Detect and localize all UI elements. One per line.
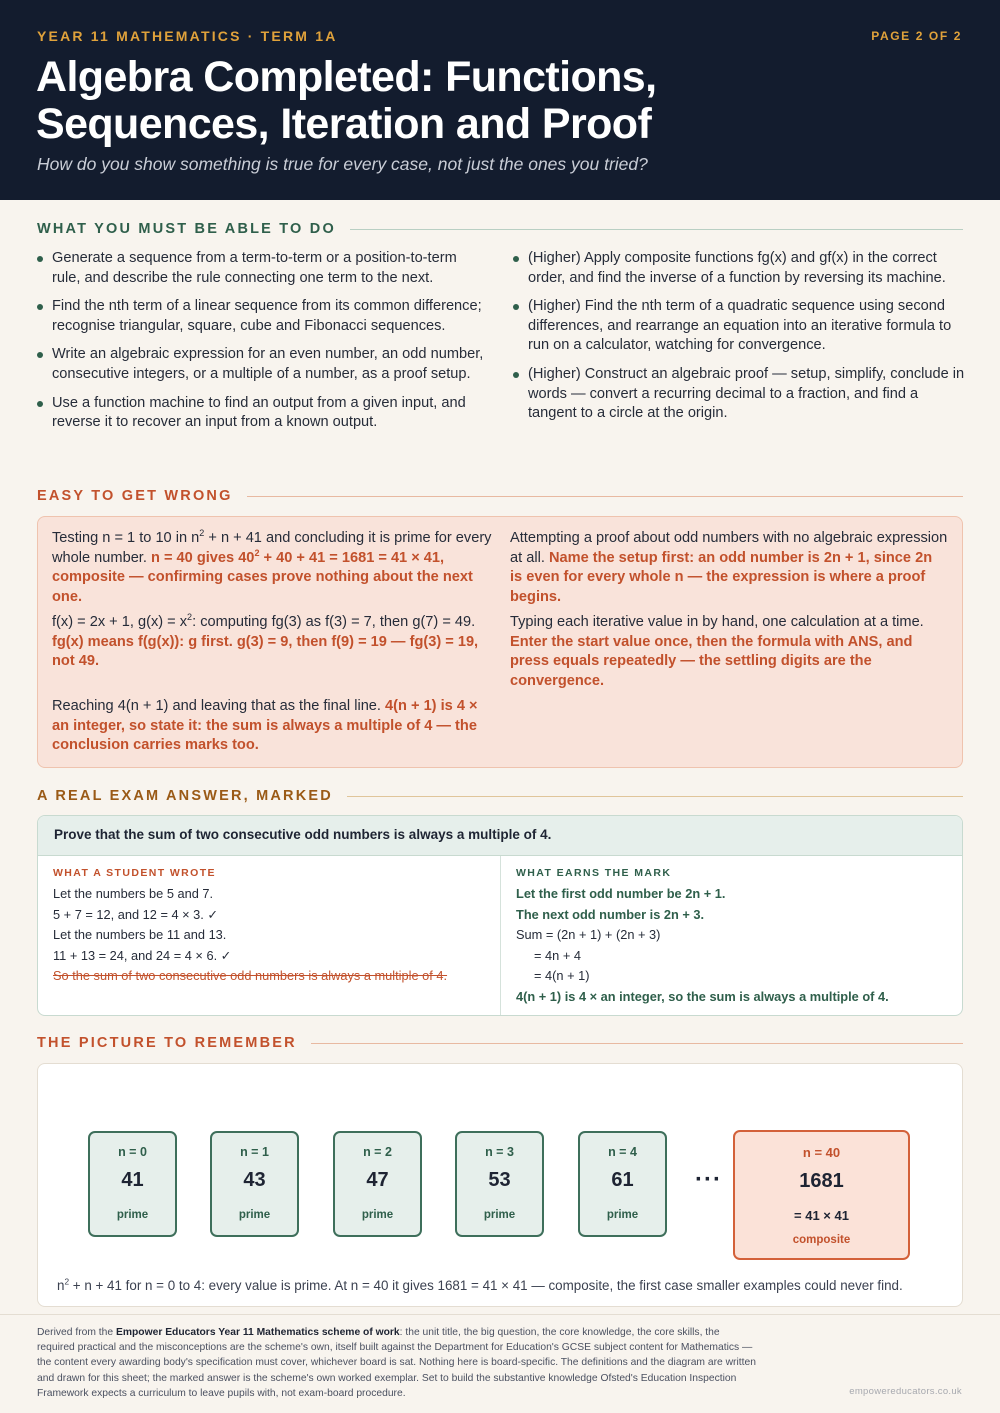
footer-note: Derived from the Empower Educators Year 11 Mathematics scheme of work: the unit title, the big question, the core knowledge, the core skills, the required practical and the misconceptions are the scheme's own, itself built against the Department for Education's GCSE subject content for Mathematics — the content every awarding body's specification must cover, whichever board is sat. Nothing here is board-specific. The definitions and the diagram are written and drawn for this sheet; the marked answer is the scheme's own worked exemplar. Set to build the substantive knowledge Ofsted's Education Inspection Framework expects a curriculum to leave pupils with, not exam-board procedure. [37,1327,756,1399]
student-answer [38,856,501,1015]
correction: fg(x) means f(g(x)): g first. g(3) = 9, then f(9) = 19 — fg(3) = 19, not 49. [52,633,479,669]
picture-box [37,1063,963,1307]
mark-line: 4(n + 1) is 4 × an integer, so the sum is always a multiple of 4. [516,988,889,1004]
page-title [36,54,796,148]
course-kicker: YEAR 11 MATHEMATICS · TERM 1A [37,28,338,44]
value-card-n0: n = 0 41 prime [88,1131,177,1237]
section-heading-wrong: EASY TO GET WRONG [37,486,963,506]
mark-line: The next odd number is 2n + 3. [516,906,705,922]
misconception-5: Typing each iterative value in by hand, one calculation at a time. Enter the start value once, then the formula with ANS, and press equals repeatedly — the settling digits are the convergence. [510,614,924,689]
misconception-3: Reaching 4(n + 1) and leaving that as the final line. 4(n + 1) is 4 × an integer, so state it: the sum is always a multiple of 4 — the conclusion carries marks too. [52,698,478,753]
exam-question: Prove that the sum of two consecutive odd numbers is always a multiple of 4. [38,816,962,856]
objectives-right [513,249,965,433]
value-card-n3: n = 3 53 prime [455,1131,544,1237]
value-card-n40: n = 40 1681 = 41 × 41 composite [733,1130,910,1260]
objective-item: (Higher) Construct an algebraic proof — setup, simplify, conclude in words — convert a recurring decimal to a fraction, and find a tangent to a circle at the origin. [513,365,965,424]
ellipsis: ··· [695,1166,722,1193]
struck-conclusion: So the sum of two consecutive odd numbers is always a multiple of 4. [53,968,448,983]
page-header [0,0,1000,200]
mark-line: Let the first odd number be 2n + 1. [516,886,726,901]
mark-line: Sum = (2n + 1) + (2n + 3) [516,927,661,942]
objective-item: Use a function machine to find an output from a given input, and reverse it to recover an input from a known output. [37,394,487,433]
misconceptions-box [37,516,963,768]
big-question: How do you show something is true for every case, not just the ones you tried? [37,154,648,174]
student-label: WHAT A STUDENT WROTE [53,867,216,879]
misconception-2: f(x) = 2x + 1, $g(x) = x^2$: computing fg(3) as f(3) = 7, then g(7) = 49. fg(x) means f(g(x)): g first. g(3) = 9, then f(9) = 19 — fg(3) = 19, not 49. [52,612,479,669]
footer-divider [0,1314,1000,1315]
correction: Name the setup first: an odd number is 2n + 1, since 2n is even for every whole n — the expression is where a proof begins. [510,549,933,605]
student-line: 5 + 7 = 12, and 12 = 4 × 3. ✓ [53,906,219,922]
value-card-n2: n = 2 47 prime [333,1131,422,1237]
correction: Enter the start value once, then the formula with ANS, and press equals repeatedly — the settling digits are the convergence. [510,633,913,689]
mark-scheme [501,856,963,1015]
section-heading-must: WHAT YOU MUST BE ABLE TO DO [37,219,963,239]
mark-line: = 4(n + 1) [534,968,590,983]
mark-line: = 4n + 4 [534,947,581,963]
mark-label: WHAT EARNS THE MARK [516,867,672,879]
objective-item: Write an algebraic expression for an even number, an odd number, consecutive integers, or a multiple of a number, as a proof setup. [37,345,487,384]
correction: 4(n + 1) is 4 × an integer, so state it: the sum is always a multiple of 4 — the conclusion carries marks too. [52,698,478,753]
title-line-1: Algebra Completed: Functions, [36,53,657,101]
misconception-1: Testing n = 1 to 10 in $n^2 + n + 41$ and concluding it is prime for every whole number. n = 40 gives $40^2 + 40 + 41 = 1681 = 41 \times 41$, composite — confirming cases prove nothing about the next one. [52,528,492,605]
picture-caption: $n^2 + n + 41$ for n = 0 to 4: every value is prime. At n = 40 it gives 1681 = 41 × 41 — composite, the first case smaller examples could never find. [57,1276,903,1293]
objectives-left [37,249,487,442]
section-rule [311,1043,963,1044]
student-line: Let the numbers be 11 and 13. [53,927,227,942]
site-url[interactable]: empowereducators.co.uk [849,1386,962,1397]
objective-item: (Higher) Find the nth term of a quadratic sequence using second differences, and rearrange an equation into an iterative formula to run on a calculator, watching for convergence. [513,297,965,356]
page-number: PAGE 2 OF 2 [871,29,962,43]
student-line: 11 + 13 = 24, and 24 = 4 × 6. ✓ [53,947,232,963]
value-card-n4: n = 4 61 prime [578,1131,667,1237]
correction: n = 40 gives $40^2 + 40 + 41 = 1681 = 41 \times 41$, composite — confirming cases prove nothing about the next one. [52,547,473,605]
title-line-2: Sequences, Iteration and Proof [36,100,652,148]
objective-item: Generate a sequence from a term-to-term or a position-to-term rule, and describe the rule connecting one term to the next. [37,249,487,288]
student-line: Let the numbers be 5 and 7. [53,886,214,901]
objective-item: (Higher) Apply composite functions fg(x) and gf(x) in the correct order, and find the inverse of a function by reversing its machine. [513,249,965,288]
section-heading-picture: THE PICTURE TO REMEMBER [37,1033,963,1053]
section-heading-exam: A REAL EXAM ANSWER, MARKED [37,786,963,806]
objective-item: Find the nth term of a linear sequence from its common difference; recognise triangular, square, cube and Fibonacci sequences. [37,297,487,336]
exam-answer-card [37,815,963,1016]
section-rule [347,796,963,797]
value-card-n1: n = 1 43 prime [210,1131,299,1237]
section-rule [247,496,963,497]
section-rule [350,229,963,230]
misconception-4: Attempting a proof about odd numbers with no algebraic expression at all. Name the setup first: an odd number is 2n + 1, since 2n is even for every whole n — the expression is where a proof begins. [510,530,948,605]
